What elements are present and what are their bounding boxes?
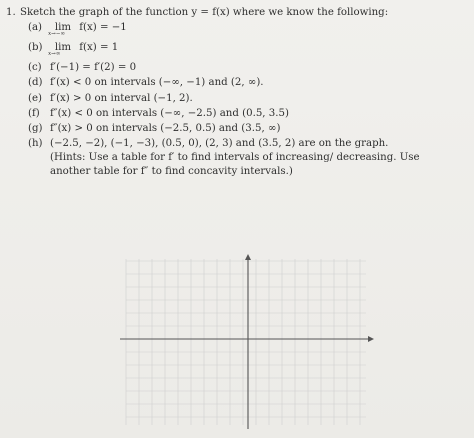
condition-label: (c) xyxy=(28,62,42,74)
condition-f xyxy=(28,106,468,121)
condition-label: (h) xyxy=(28,138,43,150)
condition-d xyxy=(28,75,468,90)
limit-subscript: x→∞ xyxy=(48,51,61,58)
blank-graph-grid xyxy=(118,253,378,431)
problem-number: 1. xyxy=(6,7,16,18)
condition-text: f″(x) > 0 on intervals (−2.5, 0.5) and (3.5, ∞) xyxy=(50,123,281,135)
condition-c xyxy=(28,60,468,75)
condition-text: f(x) = −1 xyxy=(79,22,127,34)
condition-text: f(x) = 1 xyxy=(79,42,119,54)
condition-label: (f) xyxy=(28,107,40,119)
condition-label: (d) xyxy=(28,77,43,89)
condition-text: f′(x) > 0 on interval (−1, 2). xyxy=(50,92,193,104)
y-axis-arrow-icon xyxy=(245,254,251,260)
condition-a xyxy=(28,20,468,40)
condition-label: (g) xyxy=(28,123,43,135)
condition-label: (b) xyxy=(28,42,43,54)
condition-b xyxy=(28,40,468,60)
limit-operator: lim x→∞ xyxy=(48,42,72,58)
problem-intro: Sketch the graph of the function y = f(x) where we know the following: xyxy=(20,7,389,18)
coordinate-grid xyxy=(118,253,378,431)
problem-header xyxy=(6,5,468,20)
condition-text: f′(x) < 0 on intervals (−∞, −1) and (2, ∞). xyxy=(50,77,264,89)
condition-e xyxy=(28,91,468,106)
axes xyxy=(120,254,374,429)
problem-1 xyxy=(6,5,468,179)
condition-text: f″(x) < 0 on intervals (−∞, −2.5) and (0.5, 3.5) xyxy=(50,107,289,119)
limit-subscript: x→−∞ xyxy=(48,31,66,38)
condition-h xyxy=(28,136,468,151)
condition-text: (−2.5, −2), (−1, −3), (0.5, 0), (2, 3) and (3.5, 2) are on the graph. xyxy=(50,138,389,150)
limit-operator: lim x→−∞ xyxy=(48,22,72,38)
grid-lines xyxy=(126,259,366,425)
hint-text: (Hints: Use a table for f′ to find intervals of increasing/ decreasing. Use another table for f″ to find concavity intervals.) xyxy=(50,152,420,178)
condition-g xyxy=(28,121,468,136)
condition-label: (e) xyxy=(28,92,42,104)
x-axis-arrow-icon xyxy=(368,336,374,342)
condition-label: (a) xyxy=(28,22,43,34)
condition-list xyxy=(28,20,468,179)
condition-text: f′(−1) = f′(2) = 0 xyxy=(50,62,137,74)
